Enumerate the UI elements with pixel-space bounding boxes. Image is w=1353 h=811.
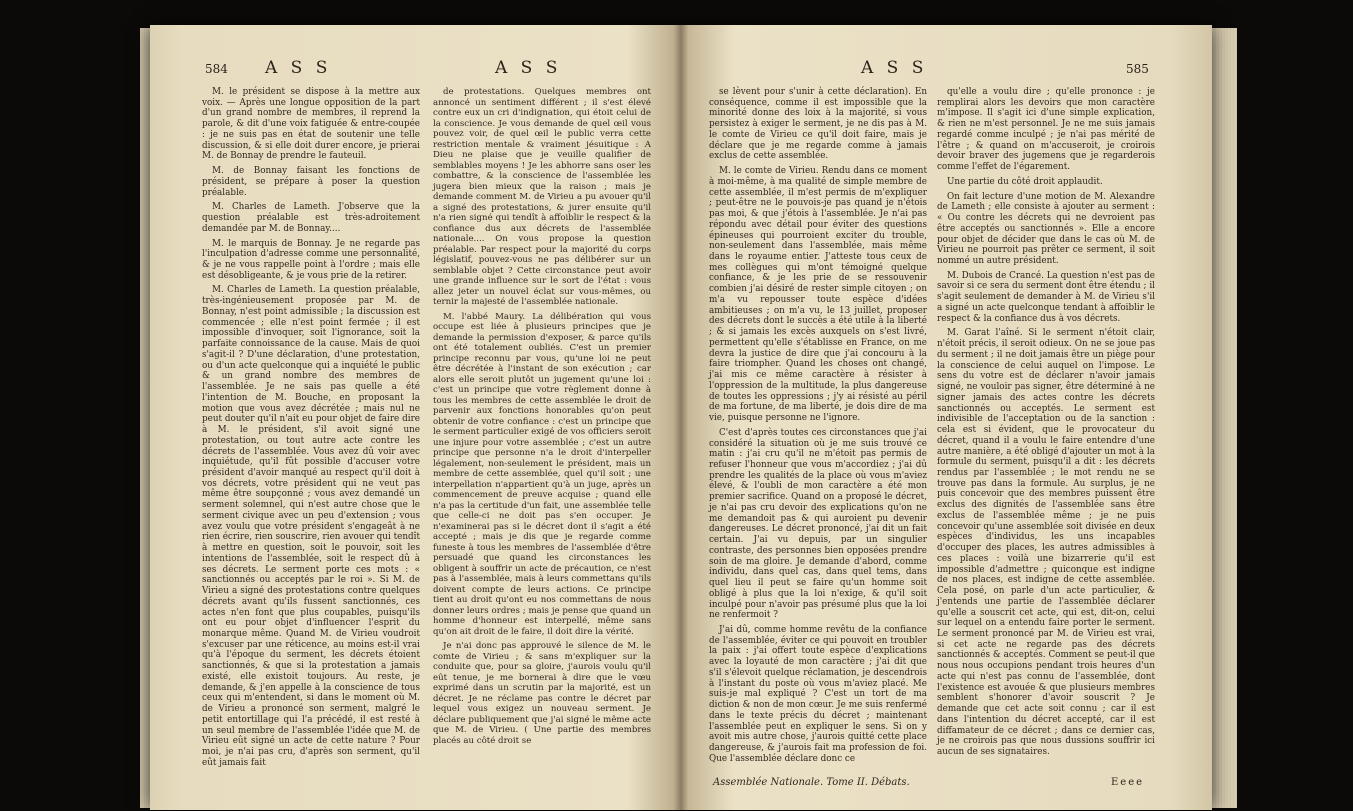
paragraph: M. Garat l'aîné. Si le serment n'étoit clair, n'étoit précis, il seroit odieux. On ne se joue pas du serment ; il ne doit jamais être un piège pour la conscience de celui auquel on l'impose. Le sens du votre est de déclarer n'avoir jamais signé, ne vouloir pas signer, être déterminé à ne signer jamais des actes contre les décrets sanctionnés ou acceptés. Le serment est indivisible de l'acceptation ou de la sanction : cela est si évident, que le provocateur du décret, quand il a voulu le faire entendre d'une autre manière, a été obligé d'ajouter un mot à la formule du serment, puisqu'il a dit : les décrets rendus par l'assemblée ; le mot rendu ne se trouve pas dans la formule. Au surplus, je ne puis concevoir que des membres puissent être exclus des dignités de l'assemblée sans être exclus de l'assemblée même ; je ne puis concevoir qu'une assemblée soit divisée en deux espèces d'individus, les uns incapables d'occuper des places, les autres admissibles à ces places : voilà une bizarrerie qu'il est impossible d'admettre ; quiconque est indigne de nos places, est indigne de cette assemblée. Cela posé, on parle d'un acte particulier, & j'entends une partie de l'assemblée déclarer qu'elle a souscrit cet acte, qui est, dit-on, celui sur lequel on a entendu faire porter le serment. Le serment prononcé par M. de Virieu est vrai, si cet acte ne regarde pas des décrets sanctionnés & acceptés. Comment se peut-il que nous nous occupions pendant trois heures d'un acte qui n'est pas connu de l'assemblée, dont l'existence est avouée & que plusieurs membres semblent s'honorer d'avoir souscrit ? Je demande que cet acte soit connu ; car il est dans l'intention du décret accepté, car il est diffamateur de ce décret ; dans ce dernier cas, je ne croirois pas que nous dussions souffrir ici aucun de ses signataires. — [937, 328, 1155, 758]
right-column-2 — [937, 87, 1155, 762]
left-running-head — [205, 58, 645, 82]
paragraph: J'ai dû, comme homme revêtu de la confiance de l'assemblée, éviter ce qui pouvoit en troubler la paix : j'ai offert toute espèce d'explications avec la loyauté de mon caractère ; j'ai dit que s'il s'élevoit quelque réclamation, je descendrois à l'instant du poste où vous m'aviez placé. Me suis-je mal expliqué ? C'est un tort de ma diction & non de mon cœur. Je me suis renfermé dans le texte précis du décret ; maintenant l'assemblée peut en expliquer le sens. Si on y avoit mis autre chose, j'aurois quitté cette place dangereuse, & j'aurois fait ma profession de foi. Que l'assemblée déclare donc ce — [709, 624, 927, 764]
paragraph: M. de Bonnay faisant les fonctions de président, se prépare à poser la question préalable. — [202, 166, 420, 198]
open-book — [150, 25, 1212, 810]
right-page-number: 585 — [1126, 62, 1149, 76]
page-footer: Assemblée Nationale. Tome II. Débats. — [713, 777, 910, 788]
paragraph: se lèvent pour s'unir à cette déclaration). En conséquence, comme il est impossible que la minorité donne des loix à la majorité, si vous persistez à exiger le serment, je ne dis pas à M. le comte de Virieu ce qu'il doit faire, mais je déclare que je me regarde comme à jamais exclus de cette assemblée. — [709, 87, 927, 162]
paragraph: On fait lecture d'une motion de M. Alexandre de Lameth ; elle consiste à ajouter au serment : « Ou contre les décrets qui ne devroient pas être acceptés ou sanctionnés ». Elle a encore pour objet de décider que dans le cas où M. de Virieu ne pourroit pas prêter ce serment, il soit nommé un autre président. — [937, 191, 1155, 267]
paragraph: de protestations. Quelques membres ont annoncé un sentiment différent ; il s'est élevé contre eux un cri d'indignation, qui étoit celui de la conscience. Je vous demande de quel œil vous pouvez voir, de quel œil le public verra cette restriction mentale & vraiment jésuitique : A Dieu ne plaise que je veuille qualifier de semblables moyens ! Je les abhorre sans oser les combattre, & la conscience de l'assemblée les jugera bien mieux que la raison ; mais je demande comment M. de Virieu a pu avouer qu'il a signé des protestations, & jurer ensuite qu'il n'a rien signé qui tendît à affoiblir le respect & la confiance dus aux décrets de l'assemblée nationale.... On vous propose la question préalable. Par respect pour la majorité du corps législatif, pouvez-vous ne pas délibérer sur un semblable objet ? Cette circonstance peut avoir une grande influence sur le sort de l'état : vous allez jeter un nouvel éclat sur vous-mêmes, ou ternir la majesté de l'assemblée nationale. — [433, 87, 651, 307]
right-page — [681, 25, 1212, 810]
paragraph: Je n'ai donc pas approuvé le silence de M. le comte de Virieu ; & sans m'expliquer sur la conduite que, pour sa gloire, j'aurois voulu qu'il eût tenue, je me bornerai à dire que le vœu exprimé dans un scrutin par la majorité, est un décret. Je ne réclame pas contre le décret par lequel vous exigez un nouveau serment. Je déclare publiquement que j'ai signé le même acte que M. de Virieu. ( Une partie des membres placés au côté droit se — [433, 641, 651, 746]
paragraph: M. le marquis de Bonnay. Je ne regarde pas l'inculpation d'adresse comme une personnalité, & je ne vous rappelle point à l'ordre ; mais elle est désobligeante, & je vous prie de la retirer. — [202, 238, 420, 281]
paragraph: M. l'abbé Maury. La délibération qui vous occupe est liée à plusieurs principes que je demande la permission d'exposer, & parce qu'ils ont été totalement oubliés. C'est un premier principe reconnu par vous, qu'une loi ne peut être décrétée à l'instant de son exécution ; car alors elle seroit plutôt un jugement qu'une loi : c'est un principe que votre règlement donne à tous les membres de cette assemblée le droit de parvenir aux fonctions honorables qu'on peut obtenir de votre confiance : c'est un principe que le serment particulier exigé de vos officiers seroit une injure pour votre assemblée ; c'est un autre principe que personne n'a le droit d'interpeller légalement, non-seulement le président, mais un membre de cette assemblée, quel qu'il soit ; une interpellation n'appartient qu'à un juge, après un commencement de preuve acquise ; quand elle n'a pas la certitude d'un fait, une assemblée telle que celle-ci ne doit pas s'en occuper. Je n'examinerai pas si le décret dont il s'agit a été accepté ; mais je dis que je regarde comme funeste à tous les membres de l'assemblée d'être persuadé que quand les circonstances les obligent à souffrir un acte de précaution, ce n'est pas à l'assemblée, mais à leurs commettans qu'ils doivent compte de leurs actions. Ce principe tient au droit qu'ont eu nos commettans de nous donner leurs ordres ; mais je pense que quand un homme d'honneur est interpellé, même sans qu'on ait droit de le faire, il doit dire la vérité. — [433, 311, 651, 637]
right-running-head-title: A S S — [861, 58, 928, 78]
right-column-1 — [709, 87, 927, 769]
paragraph: qu'elle a voulu dire ; qu'elle prononce : je remplirai alors les devoirs que mon caractère m'impose. Il s'agit ici d'une simple explication, & rien ne m'est personnel. Je ne me suis jamais regardé comme inculpé ; je n'ai pas mérité de l'être ; & quand on m'accuseroit, je croirois devoir braver des jugemens que je regarderois comme l'effet de l'égarement. — [937, 87, 1155, 173]
paragraph: M. le comte de Virieu. Rendu dans ce moment à moi-même, à ma qualité de simple membre de cette assemblée, il m'est permis de m'expliquer ; peut-être ne le pouvois-je pas quand je n'étois pas moi, & que j'étois à l'assemblée. Je n'ai pas répondu avec détail pour éviter des questions épineuses qui pourroient exciter du trouble, non-seulement dans l'assemblée, mais même dans le royaume entier. J'atteste tous ceux de mes collègues qui m'ont témoigné quelque confiance, & je les prie de se ressouvenir combien j'ai désiré de rester simple citoyen ; on m'a vu repousser toute espèce d'idées ambitieuses ; on m'a vu, le 13 juillet, proposer des décrets dont le succès a été utile à la liberté ; & si jamais les excès auxquels on s'est livré, permettent qu'elle s'établisse en France, on me devra la justice de dire que j'ai concouru à la faire triompher. Quand les choses ont changé, j'ai mis ce même caractère à résister à l'oppression de la multitude, la plus dangereuse de toutes les oppressions ; j'y ai résisté au péril de ma fortune, de ma liberté, je dois dire de ma vie, puisque personne ne l'ignore. — [709, 166, 927, 424]
paragraph: M. Charles de Lameth. La question préalable, très-ingénieusement proposée par M. de Bonnay, n'est point admissible ; la discussion est commencée ; elle n'est point fermée ; il est impossible d'invoquer, soit l'ignorance, soit la parfaite connoissance de la cause. Mais de quoi s'agit-il ? D'une déclaration, d'une protestation, ou d'un acte quelconque qui a inquiété le public & un grand nombre des membres de l'assemblée. Je ne sais pas quelle a été l'intention de M. Bouche, en proposant la motion que vous avez décrétée ; mais nul ne peut douter qu'il n'ait eu pour objet de faire dire à M. le président, s'il avoit signé une protestation, ou tout autre acte contre les décrets de l'assemblée. Vous avez dû voir avec inquiétude, qu'il fût possible d'accuser votre président d'avoir manqué au respect qu'il doit à vos décrets, votre président qui ne veut pas même être soupçonné ; vous avez demandé un serment solemnel, qui n'est autre chose que le serment civique avec un peu d'extension ; vous avez voulu que votre président s'engageât à ne rien écrire, rien souscrire, rien avouer qui tendît à mettre en question, soit le pouvoir, soit les intentions de l'assemblée, soit le respect dû à ses décrets. Le serment porte ces mots : « sanctionnés ou acceptés par le roi ». Si M. de Virieu a signé des protestations contre quelques décrets avant qu'ils fussent sanctionnés, ces actes n'en font que plus coupables, puisqu'ils ont eu pour objet d'influencer l'esprit du monarque même. Quand M. de Virieu voudroit s'excuser par une réticence, au moins est-il vrai qu'à l'époque du serment, les décrets étoient sanctionnés, & que si la protestation a jamais existé, elle existoit toujours. Au reste, je demande, & j'en appelle à la conscience de tous ceux qui m'entendent, si dans le moment où M. de Virieu a prononcé son serment, malgré le petit entortillage qui l'a précédé, il est resté à un seul membre de l'assemblée l'idée que M. de Virieu eût signé un acte de cette nature ? Pour moi, je n'ai pas cru, d'après son serment, qu'il eût jamais fait — [202, 285, 420, 768]
signature-mark: Eeee — [1111, 777, 1145, 788]
paragraph: M. Dubois de Crancé. La question n'est pas de savoir si ce sera du serment dont être étendu ; il s'agit seulement de demander à M. de Virieu s'il a signé un acte quelconque tendant à affoiblir le respect & la confiance dus à vos décrets. — [937, 270, 1155, 324]
left-page-number: 584 — [205, 62, 228, 76]
page-edges-right — [1210, 28, 1237, 808]
paragraph: C'est d'après toutes ces circonstances que j'ai considéré la situation où je me suis trouvé ce matin : j'ai cru qu'il ne m'étoit pas permis de refuser l'honneur que vous m'accordiez ; j'ai dû prendre les qualités de la place où vous m'aviez élevé, & l'oubli de mon caractère a été mon premier sacrifice. Quand on a proposé le décret, je n'ai pas cru devoir des explications qu'on ne me demandoit pas & qui auroient pu devenir dangereuses. Le décret prononcé, j'ai dit un fait certain. J'ai vu depuis, par un singulier contraste, des personnes bien opposées prendre soin de ma gloire. Je demande d'abord, comme individu, dans quel cas, dans quel tems, dans quel lieu il peut se faire qu'un homme soit obligé à plus que la loi n'exige, & qu'il soit inculpé pour n'avoir pas présumé plus que la loi ne renfermoit ? — [709, 427, 927, 621]
right-running-head — [711, 58, 1161, 82]
paragraph: Une partie du côté droit applaudit. — [947, 176, 1103, 187]
left-running-head-left: A S S — [265, 58, 332, 78]
paragraph: M. Charles de Lameth. J'observe que la question préalable est très-adroitement demandée par M. de Bonnay.... — [202, 202, 420, 234]
left-running-head-right: A S S — [495, 58, 562, 78]
left-column-1 — [202, 87, 420, 773]
left-page — [150, 25, 681, 810]
left-column-2 — [433, 87, 651, 750]
paragraph: M. le président se dispose à la mettre aux voix. — Après une longue opposition de la part d'un grand nombre de membres, il reprend la parole, & dit d'une voix fatiguée & entre-coupée : je ne suis pas en état de soutenir une telle discussion, & si elle doit durer encore, je prierai M. de Bonnay de prendre le fauteuil. — [202, 87, 420, 162]
